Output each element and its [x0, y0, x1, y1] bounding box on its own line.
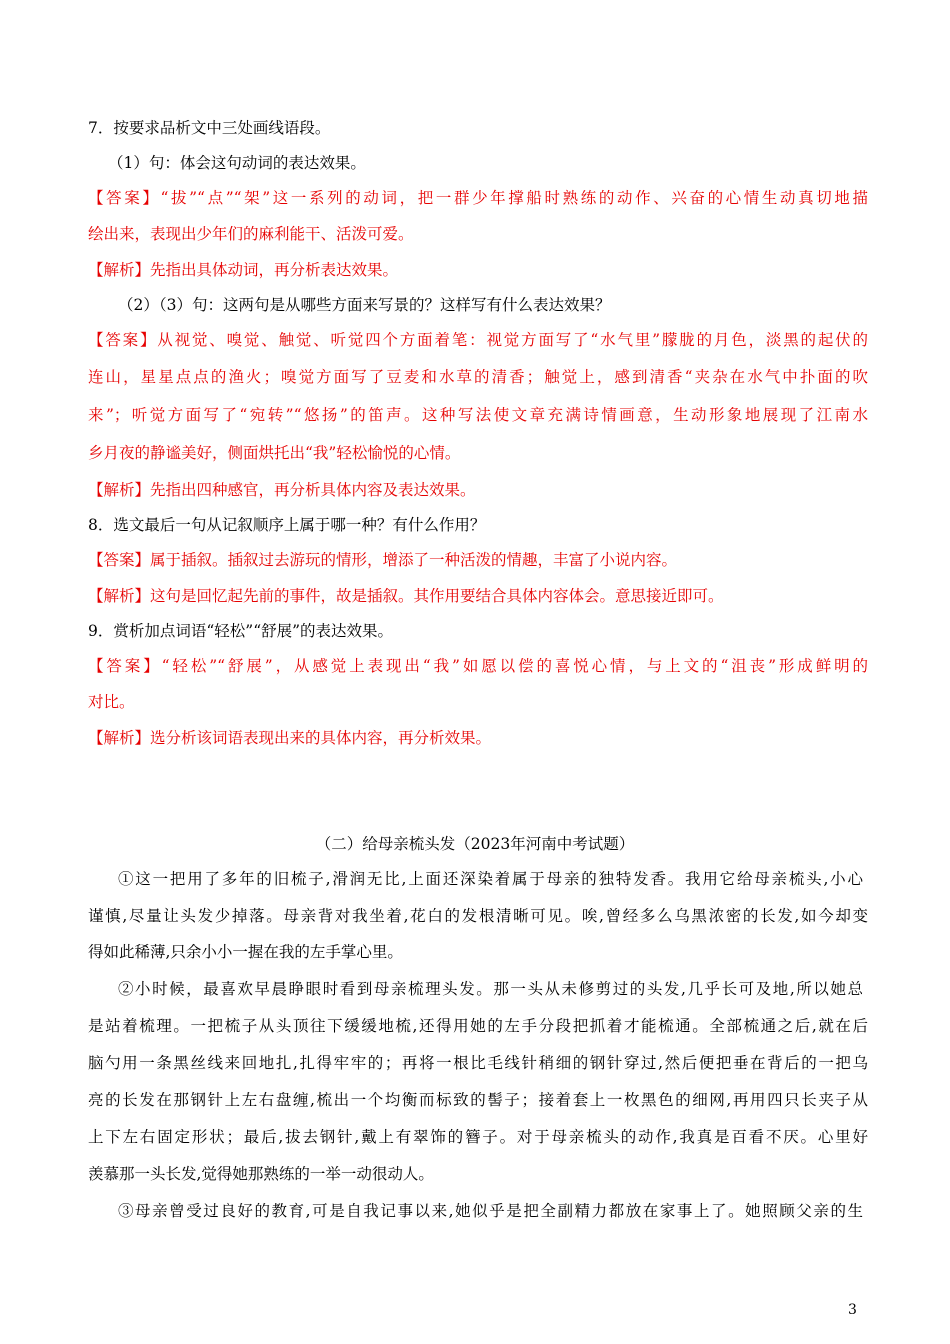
passage-p3-line1: ③母亲曾受过良好的教育,可是自我记事以来,她似乎是把全副精力都放在家事上了。她照顾父亲的生 [118, 1202, 863, 1220]
q7-answer2-line4: 乡月夜的静谧美好，侧面烘托出“我”轻松愉悦的心情。 [88, 444, 461, 462]
q7-answer1-line2: 绘出来，表现出少年们的麻利能干、活泼可爱。 [88, 225, 414, 243]
page-number: 3 [848, 1302, 857, 1318]
q7-analysis1: 【解析】先指出具体动词，再分析表达效果。 [88, 261, 399, 279]
q9-question: 9．赏析加点词语“轻松”“舒展”的表达效果。 [88, 622, 394, 640]
q7-sub2: （2）（3）句：这两句是从哪些方面来写景的？这样写有什么表达效果？ [118, 296, 611, 314]
q7-answer1-line1: 【答案】“拔”“点”“架”这一系列的动词，把一群少年撑船时熟练的动作、兴奋的心情生动真切地描 [88, 189, 868, 207]
q8-analysis: 【解析】这句是回忆起先前的事件，故是插叙。其作用要结合具体内容体会。意思接近即可。 [88, 587, 724, 605]
q9-answer-line2: 对比。 [88, 693, 135, 711]
passage-p1-line1: ①这一把用了多年的旧梳子,滑润无比,上面还深染着属于母亲的独特发香。我用它给母亲梳头,小心 [118, 870, 863, 888]
q7-answer2-line3: 来”；听觉方面写了“宛转”“悠扬”的笛声。这种写法使文章充满诗情画意，生动形象地展现了江南水 [88, 406, 868, 424]
q7-analysis2: 【解析】先指出四种感官，再分析具体内容及表达效果。 [88, 481, 476, 499]
passage-p2-line1: ②小时候，最喜欢早晨睁眼时看到母亲梳理头发。那一头从未修剪过的头发,几乎长可及地,所以她总 [118, 980, 863, 998]
q7-answer2-line2: 连山，星星点点的渔火；嗅觉方面写了豆麦和水草的清香；触觉上，感到清香“夹杂在水气中扑面的吹 [88, 368, 868, 386]
passage-p2-line4: 亮的长发在那钢针上左右盘缠,梳出一个均衡而标致的髻子；接着套上一枚黑色的细网,再用四只长夹子从 [88, 1091, 868, 1109]
passage-p2-line6: 羡慕那一头长发,觉得她那熟练的一举一动很动人。 [88, 1165, 434, 1183]
passage-title: （二）给母亲梳头发（2023年河南中考试题） [315, 835, 635, 853]
passage-p2-line3: 脑勺用一条黑丝线来回地扎,扎得牢牢的；再将一根比毛线针稍细的钢针穿过,然后便把垂在背后的一把乌 [88, 1054, 868, 1072]
passage-p1-line3: 得如此稀薄,只余小小一握在我的左手掌心里。 [88, 943, 403, 961]
q8-question: 8．选文最后一句从记叙顺序上属于哪一种？有什么作用？ [88, 516, 486, 534]
q7-sub1: （1）句：体会这句动词的表达效果。 [108, 154, 366, 172]
passage-p1-line2: 谨慎,尽量让头发少掉落。母亲背对我坐着,花白的发根清晰可见。唉,曾经多么乌黑浓密的长发,如今却变 [88, 907, 868, 925]
passage-p2-line5: 上下左右固定形状；最后,拔去钢针,戴上有翠饰的簪子。对于母亲梳头的动作,我真是百看不厌。心里好 [88, 1128, 868, 1146]
passage-p2-line2: 是站着梳理。一把梳子从头顶往下缓缓地梳,还得用她的左手分段把抓着才能梳通。全部梳通之后,就在后 [88, 1017, 868, 1035]
q8-answer: 【答案】属于插叙。插叙过去游玩的情形，增添了一种活泼的情趣，丰富了小说内容。 [88, 551, 678, 569]
q7-answer2-line1: 【答案】从视觉、嗅觉、触觉、听觉四个方面着笔：视觉方面写了“水气里”朦胧的月色，淡黑的起伏的 [88, 331, 868, 349]
q9-answer-line1: 【答案】“轻松”“舒展”，从感觉上表现出“我”如愿以偿的喜悦心情，与上文的“沮丧”形成鲜明的 [88, 657, 868, 675]
q9-analysis: 【解析】选分析该词语表现出来的具体内容，再分析效果。 [88, 729, 492, 747]
q7-question: 7．按要求品析文中三处画线语段。 [88, 119, 331, 137]
